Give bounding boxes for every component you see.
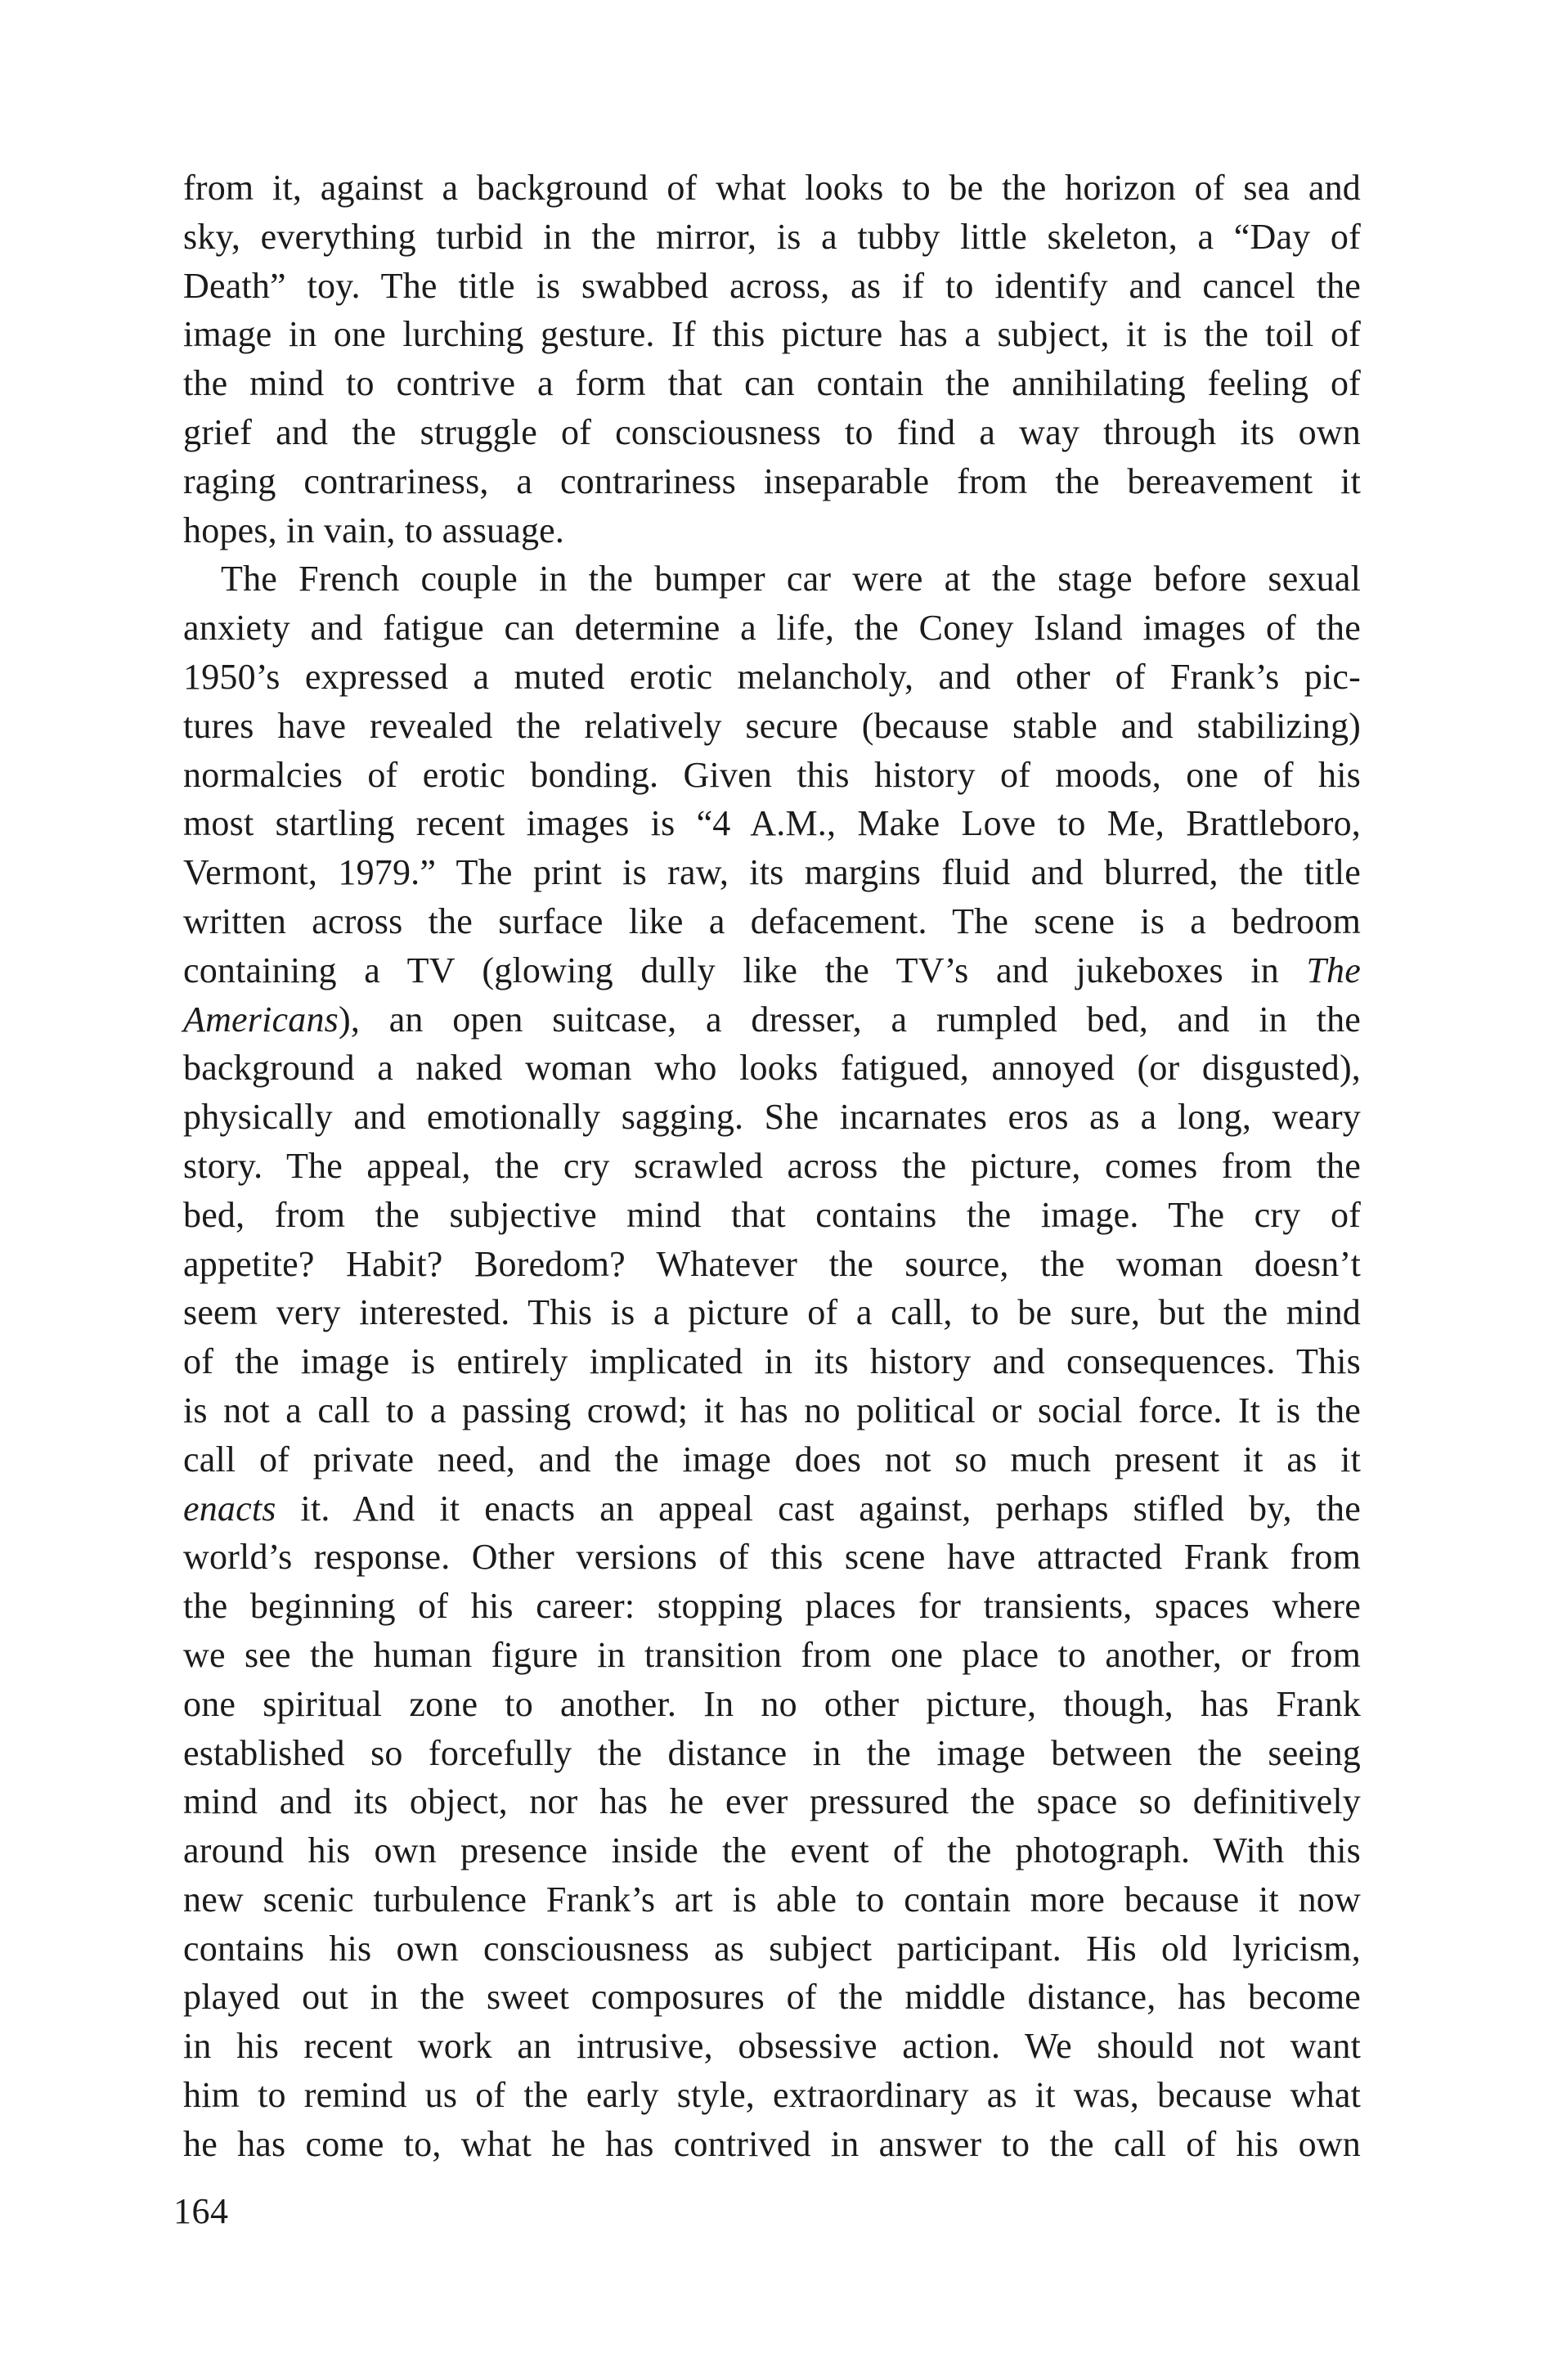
text-line: enacts it. And it enacts an appeal cast against, perhaps stifled by, the [183, 1488, 1361, 1529]
text-line: image in one lurching gesture. If this picture has a subject, it is the toil of [183, 314, 1361, 355]
text-line: played out in the sweet composures of the middle distance, has become [183, 1977, 1361, 2018]
text-line: appetite? Habit? Boredom? Whatever the source, the woman doesn’t [183, 1243, 1361, 1284]
text-line: seem very interested. This is a picture of a call, to be sure, but the mind [183, 1292, 1361, 1333]
text-line: written across the surface like a defacement. The scene is a bedroom [183, 900, 1361, 941]
text-line: contains his own consciousness as subject participant. His old lyricism, [183, 1928, 1361, 1969]
text-line: bed, from the subjective mind that contains the image. The cry of [183, 1194, 1361, 1235]
text-line: raging contrariness, a contrariness inseparable from the bereavement it [183, 460, 1361, 501]
text-line: normalcies of erotic bonding. Given this history of moods, one of his [183, 754, 1361, 795]
text-line: most startling recent images is “4 A.M., Make Love to Me, Brattleboro, [183, 803, 1361, 844]
text-line: hopes, in vain, to assuage. [183, 510, 565, 550]
text-line: Death” toy. The title is swabbed across, as if to identify and cancel the [183, 265, 1361, 306]
text-line: from it, against a background of what looks to be the horizon of sea and [183, 168, 1361, 208]
paragraph-1 [183, 164, 1361, 555]
text-line: Americans), an open suitcase, a dresser, a rumpled bed, and in the [183, 999, 1361, 1040]
text-line: established so forcefully the distance in the image between the seeing [183, 1732, 1361, 1773]
italic-text: The [1306, 950, 1361, 990]
text-line: background a naked woman who looks fatigued, annoyed (or disgusted), [183, 1048, 1361, 1089]
text-line: is not a call to a passing crowd; it has no political or social force. It is the [183, 1390, 1361, 1430]
text-line: the beginning of his career: stopping places for transients, spaces where [183, 1586, 1361, 1627]
text-line: grief and the struggle of consciousness to find a way through its own [183, 411, 1361, 452]
text-line: one spiritual zone to another. In no other picture, though, has Frank [183, 1683, 1361, 1724]
text-line: we see the human figure in transition from one place to another, or from [183, 1634, 1361, 1675]
text-line: around his own presence inside the event of the photograph. With this [183, 1830, 1361, 1871]
text-line: tures have revealed the relatively secure (because stable and stabilizing) [183, 705, 1361, 746]
text-line: him to remind us of the early style, extraordinary as it was, because what [183, 2075, 1361, 2116]
text-line: Vermont, 1979.” The print is raw, its margins fluid and blurred, the title [183, 852, 1361, 893]
text-line: world’s response. Other versions of this scene have attracted Frank from [183, 1537, 1361, 1578]
text-line: 1950’s expressed a muted erotic melancholy, and other of Frank’s pic- [183, 656, 1361, 697]
text-line: of the image is entirely implicated in its history and consequences. This [183, 1341, 1361, 1382]
text-line: The French couple in the bumper car were at the stage before sexual [221, 559, 1361, 599]
text-line: mind and its object, nor has he ever pressured the space so definitively [183, 1781, 1361, 1822]
text-line: physically and emotionally sagging. She incarnates eros as a long, weary [183, 1097, 1361, 1138]
text-line: call of private need, and the image does not so much present it as it [183, 1439, 1361, 1480]
text-line: sky, everything turbid in the mirror, is a tubby little skeleton, a “Day of [183, 216, 1361, 257]
text-line: anxiety and fatigue can determine a life, the Coney Island images of the [183, 608, 1361, 649]
text-line: in his recent work an intrusive, obsessive action. We should not want [183, 2026, 1361, 2067]
italic-text: Americans [183, 999, 339, 1040]
text-line: story. The appeal, the cry scrawled across the picture, comes from the [183, 1145, 1361, 1186]
text-line: new scenic turbulence Frank’s art is able to contain more because it now [183, 1879, 1361, 1920]
body-text [183, 164, 1361, 2169]
italic-text: enacts [183, 1488, 276, 1529]
text-line: containing a TV (glowing dully like the TV’s and jukeboxes in The [183, 950, 1361, 990]
page-number: 164 [173, 2191, 229, 2231]
text-line: he has come to, what he has contrived in answer to the call of his own [183, 2123, 1361, 2164]
paragraph-2 [183, 555, 1361, 2168]
text-line: the mind to contrive a form that can contain the annihilating feeling of [183, 363, 1361, 404]
